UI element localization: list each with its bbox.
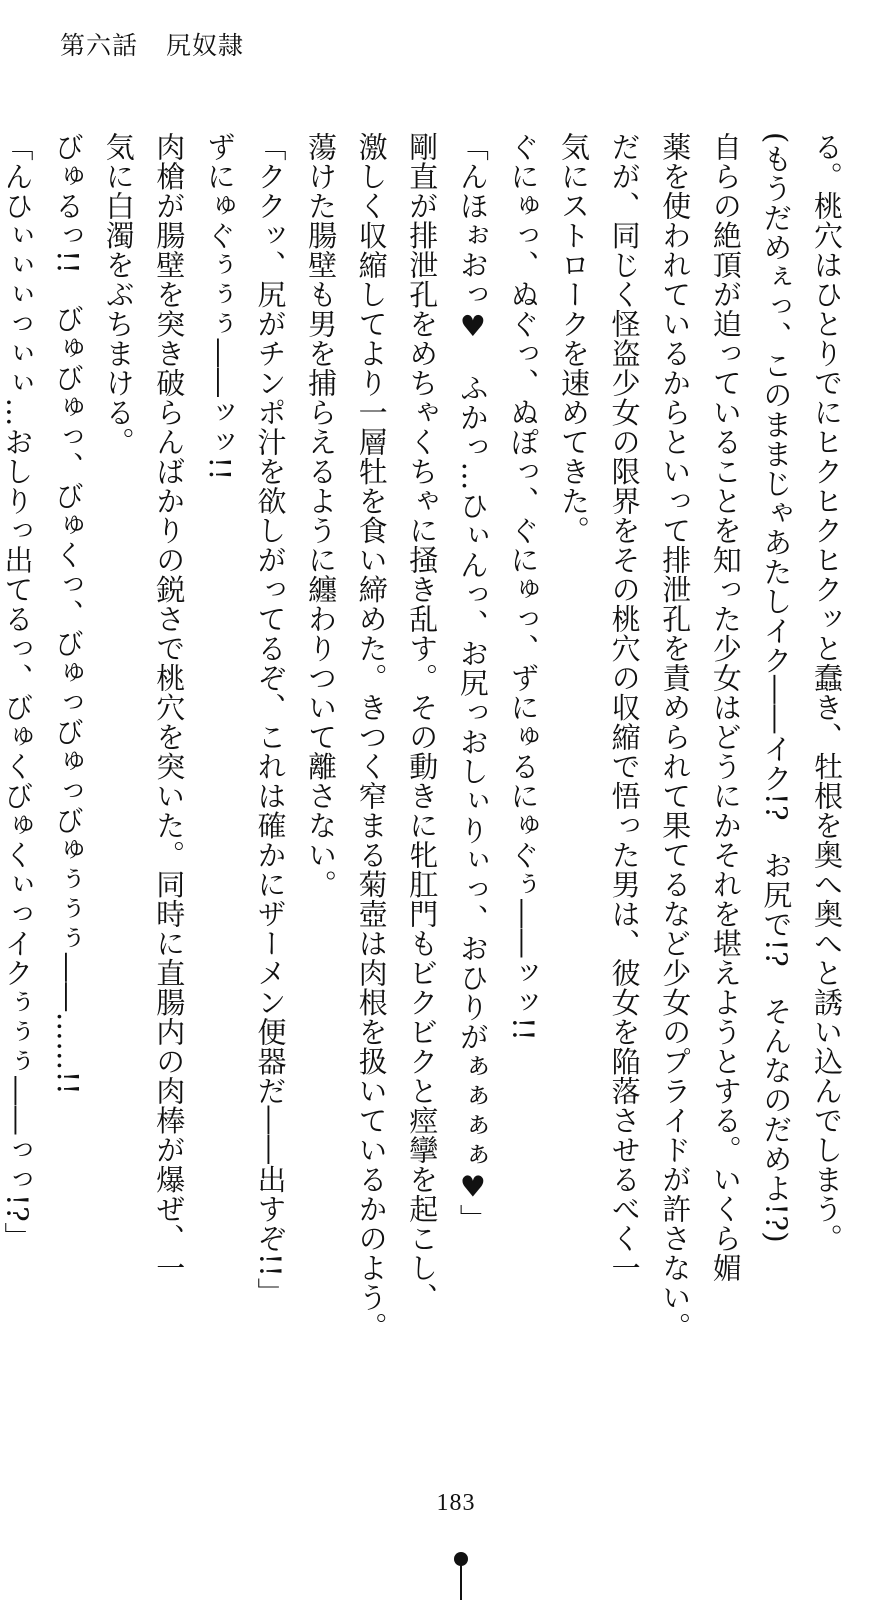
text-line: 「ククッ、尻がチンポ汁を欲しがってるぞ、これは確かにザーメン便器だ――出すぞ!!」 — [253, 132, 288, 1307]
page-number: 183 — [436, 1490, 476, 1516]
text-line: 「んほぉおっ♥ ふかっ…ひぃんっ、お尻っおしぃりぃっ、おひりがぁぁぁぁ♥」 — [455, 132, 490, 1234]
text-line: だが、同じく怪盗少女の限界をその桃穴の収縮で悟った男は、彼女を陥落させるべく一 — [607, 132, 642, 1283]
running-header — [60, 26, 244, 62]
text-line: 剛直が排泄孔をめちゃくちゃに掻き乱す。その動きに牝肛門もビクビクと痙攣を起こし、 — [405, 132, 440, 1312]
text-line: 「んひぃぃぃっぃぃ…おしりっ出てるっ、びゅくびゅくぃっイクぅぅぅ――っっ!?」 — [0, 132, 35, 1252]
text-line: 自らの絶頂が迫っていることを知った少女はどうにかそれを堪えようとする。いくら媚 — [708, 132, 743, 1283]
text-line: 肉槍が腸壁を突き破らんばかりの鋭さで桃穴を突いた。同時に直腸内の肉棒が爆ぜ、一 — [152, 132, 187, 1283]
text-line: 気にストロークを速めてきた。 — [557, 132, 592, 545]
text-line: びゅるっ!! びゅびゅっ、びゅくっ、びゅっびゅっびゅぅぅぅ――……!! — [51, 132, 86, 1096]
text-line: ぐにゅっ、ぬぐっ、ぬぽっ、ぐにゅっ、ずにゅるにゅぐぅ――ッッ!! — [506, 132, 541, 1042]
text-line: 薬を使われているからといって排泄孔を責められて果てるなど少女のプライドが許さない。 — [658, 132, 693, 1342]
text-line: 気に白濁をぶちまける。 — [101, 132, 136, 457]
text-line: ずにゅぐぅぅぅ――ッッ!! — [202, 132, 237, 481]
chapter-label: 第六話 — [60, 31, 139, 60]
text-line: (もうだめぇっ、このままじゃあたしイク――イク!? お尻で!? そんなのだめよ!?) — [759, 132, 794, 1244]
page-marker-line — [460, 1564, 462, 1600]
text-line: 激しく収縮してより一層牡を食い締めた。きつく窄まる菊壺は肉根を扱いているかのよう。 — [354, 132, 389, 1342]
chapter-title: 尻奴隷 — [166, 31, 245, 60]
body-text — [0, 132, 852, 1342]
text-line: る。桃穴はひとりでにヒクヒクヒクッと蠢き、牡根を奥へ奥へと誘い込んでしまう。 — [810, 132, 844, 1253]
text-line: 蕩けた腸壁も男を捕らえるように纏わりついて離さない。 — [304, 132, 339, 899]
page-footer — [0, 1490, 896, 1517]
